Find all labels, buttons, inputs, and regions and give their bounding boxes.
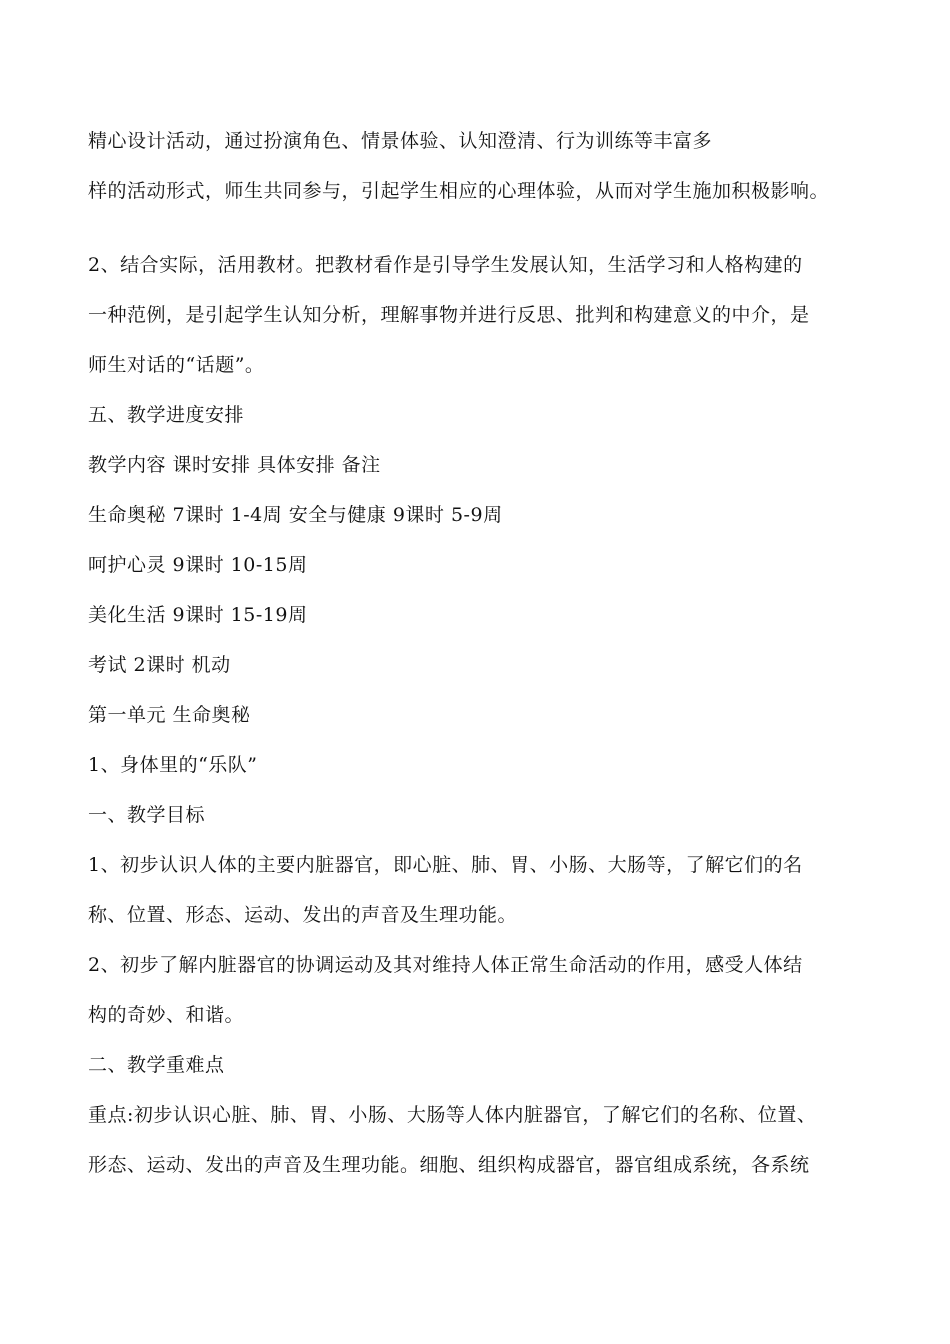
- schedule-row: 考试 2课时 机动: [88, 654, 231, 676]
- schedule-header-row: 教学内容 课时安排 具体安排 备注: [88, 454, 381, 476]
- schedule-row: 呵护心灵 9课时 10-15周: [88, 554, 308, 576]
- section-heading: 二、教学重难点: [88, 1054, 225, 1076]
- paragraph-line: 构的奇妙、和谐。: [88, 1004, 245, 1026]
- paragraph-line: 精心设计活动，通过扮演角色、情景体验、认知澄清、行为训练等丰富多: [88, 130, 713, 152]
- paragraph-line: 重点:初步认识心脏、肺、胃、小肠、大肠等人体内脏器官，了解它们的名称、位置、: [88, 1104, 817, 1126]
- paragraph-line: 样的活动形式，师生共同参与，引起学生相应的心理体验，从而对学生施加积极影响。: [88, 180, 830, 202]
- schedule-row: 美化生活 9课时 15-19周: [88, 604, 308, 626]
- section-heading: 一、教学目标: [88, 804, 206, 826]
- paragraph-line: 一种范例，是引起学生认知分析，理解事物并进行反思、批判和构建意义的中介，是: [88, 304, 810, 326]
- paragraph-line: 称、位置、形态、运动、发出的声音及生理功能。: [88, 904, 518, 926]
- paragraph-line: 2、结合实际，活用教材。把教材看作是引导学生发展认知，生活学习和人格构建的: [88, 254, 803, 276]
- lesson-title: 1、身体里的“乐队”: [88, 754, 258, 776]
- paragraph-line: 形态、运动、发出的声音及生理功能。细胞、组织构成器官，器官组成系统，各系统: [88, 1154, 810, 1176]
- unit-heading: 第一单元 生命奥秘: [88, 704, 251, 726]
- paragraph-line: 1、初步认识人体的主要内脏器官，即心脏、肺、胃、小肠、大肠等，了解它们的名: [88, 854, 803, 876]
- paragraph-line: 师生对话的“话题”。: [88, 354, 265, 376]
- paragraph-line: 2、初步了解内脏器官的协调运动及其对维持人体正常生命活动的作用，感受人体结: [88, 954, 803, 976]
- schedule-row: 生命奥秘 7课时 1-4周 安全与健康 9课时 5-9周: [88, 504, 503, 526]
- section-heading: 五、教学进度安排: [88, 404, 245, 426]
